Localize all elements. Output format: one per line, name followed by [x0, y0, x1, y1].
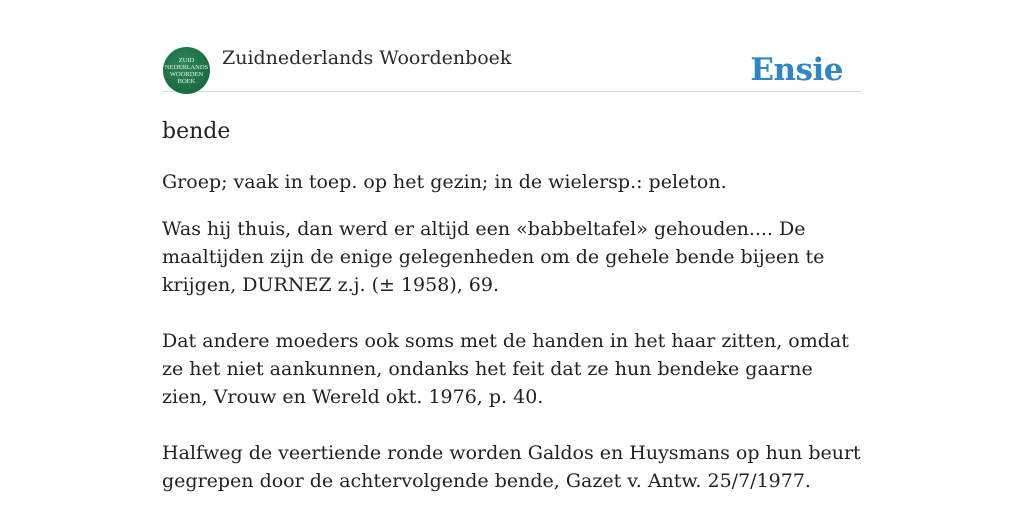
page-container — [162, 46, 862, 512]
entry-definition: Groep; vaak in toep. op het gezin; in de wielersp.: peleton. — [162, 171, 727, 193]
logo-text-line: ZUID — [178, 56, 195, 64]
logo-text-line: WOORDEN — [169, 70, 204, 78]
quotes-list — [162, 215, 862, 495]
site-name-link[interactable]: Zuidnederlands Woordenboek — [222, 47, 512, 69]
dictionary-logo[interactable] — [163, 47, 210, 94]
entry-headword: bende — [162, 119, 231, 144]
ensie-brand-link[interactable]: Ensie — [750, 52, 843, 88]
header — [162, 46, 862, 92]
quote-item: Dat andere moeders ook soms met de handen in het haar zitten, omdat ze het niet aankunnen, ondanks het feit dat ze hun bendeke gaarne zien, Vrouw en Wereld okt. 1976, p. 40. — [162, 330, 849, 408]
quote-item: Was hij thuis, dan werd er altijd een «babbeltafel» gehouden.... De maaltijden zijn de enige gelegenheden om de gehele bende bijeen te krijgen, DURNEZ z.j. (± 1958), 69. — [162, 218, 825, 296]
logo-text-line: NEDERLANDS — [164, 63, 209, 71]
quote-item: Halfweg de veertiende ronde worden Galdos en Huysmans op hun beurt gegrepen door de achtervolgende bende, Gazet v. Antw. 25/7/1977. — [162, 442, 861, 492]
logo-text-line: BOEK — [177, 77, 196, 85]
